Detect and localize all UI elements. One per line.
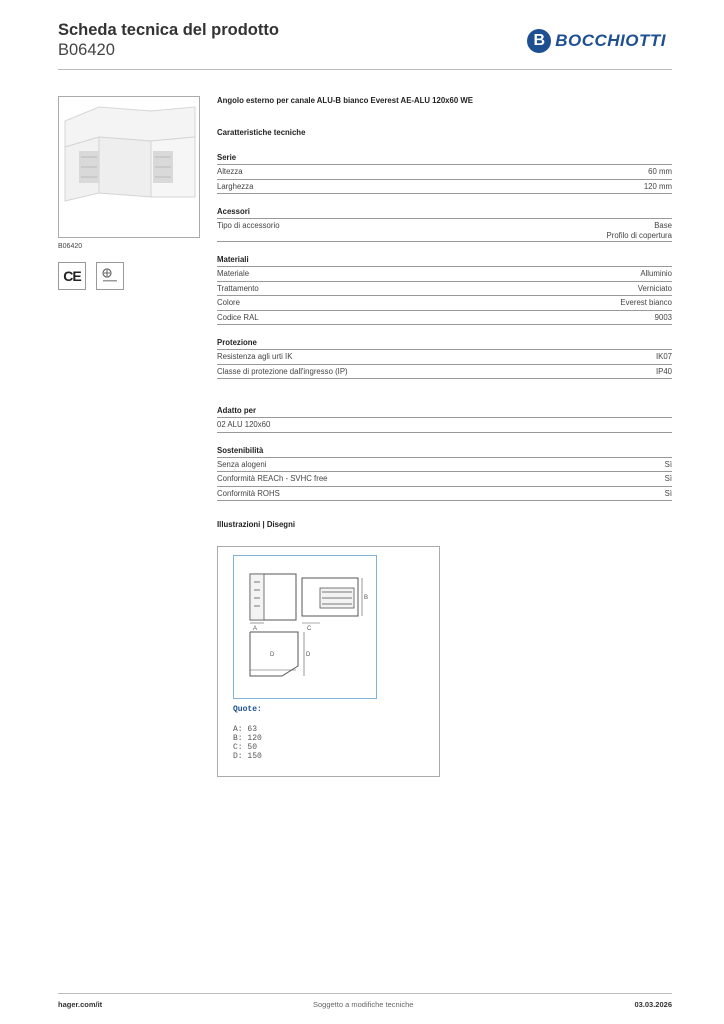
- spec-value-line: Profilo di copertura: [606, 231, 672, 240]
- spec-label: Materiale: [217, 269, 250, 278]
- quote-item: A: 63: [233, 725, 258, 734]
- product-code: B06420: [58, 41, 115, 59]
- spec-value: [607, 221, 672, 241]
- section-adatto-per: [217, 405, 672, 433]
- spec-content: [217, 96, 672, 532]
- spec-value: 9003: [654, 312, 672, 322]
- section-title: Materiali: [217, 254, 672, 267]
- spec-row: [217, 350, 672, 365]
- spec-label: Conformità REACh - SVHC free: [217, 474, 328, 483]
- spec-row: [217, 282, 672, 297]
- spec-label: Senza alogeni: [217, 459, 267, 469]
- spec-label: 02 ALU 120x60: [217, 420, 271, 429]
- specs-heading: Caratteristiche tecniche: [217, 128, 306, 137]
- footer-notice: Soggetto a modifiche tecniche: [313, 1000, 414, 1009]
- page-footer: [58, 993, 672, 1013]
- spec-row: [217, 311, 672, 326]
- spec-label: Altezza: [217, 167, 243, 176]
- brand-logo-text: BOCCHIOTTI: [555, 31, 666, 50]
- illustrations-heading: Illustrazioni | Disegni: [217, 520, 295, 529]
- spec-row: [217, 472, 672, 487]
- spec-row: [217, 180, 672, 195]
- section-title: Adatto per: [217, 405, 672, 418]
- spec-row: [217, 418, 672, 433]
- spec-label: Trattamento: [217, 283, 259, 293]
- product-image: [58, 96, 200, 238]
- spec-row: [217, 365, 672, 380]
- spec-row: [217, 267, 672, 282]
- drawing-frame: [233, 555, 377, 699]
- spec-value: Verniciato: [637, 283, 672, 293]
- section-title: Serie: [217, 152, 672, 165]
- quotes-heading: Quote:: [233, 705, 262, 714]
- section-protezione: [217, 337, 672, 379]
- product-image-caption: B06420: [58, 243, 83, 250]
- brand-logo: [527, 29, 666, 53]
- spec-value: Sì: [664, 488, 672, 498]
- spec-value: IP40: [655, 366, 672, 376]
- brand-logo-icon: B: [527, 29, 551, 53]
- quote-item: B: 120: [233, 734, 262, 743]
- section-accessori: [217, 206, 672, 242]
- spec-row: [217, 296, 672, 311]
- spec-value: Sì: [664, 474, 672, 483]
- spec-value: Alluminio: [640, 269, 672, 278]
- quality-certification-icon: [96, 262, 124, 290]
- spec-label: Resistenza agli urti IK: [217, 352, 293, 361]
- spec-row: [217, 165, 672, 180]
- section-serie: [217, 152, 672, 194]
- section-title: Acessori: [217, 206, 672, 219]
- spec-row: [217, 487, 672, 502]
- dimension-label-d-vertical: D: [306, 652, 311, 658]
- dimension-label-b: B: [364, 595, 369, 601]
- spec-row: [217, 458, 672, 473]
- spec-value: Everest bianco: [620, 298, 672, 307]
- quote-item: C: 50: [233, 743, 258, 752]
- dimension-label-c: C: [307, 626, 312, 632]
- spec-value: 60 mm: [648, 167, 672, 176]
- page-title: Scheda tecnica del prodotto: [58, 21, 279, 39]
- section-title: Protezione: [217, 337, 672, 350]
- page-header: [58, 20, 672, 70]
- ce-mark-icon: CE: [58, 262, 86, 290]
- section-title: Sostenibilità: [217, 445, 672, 458]
- spec-value: IK07: [655, 352, 672, 361]
- quote-item: D: 150: [233, 752, 262, 761]
- spec-label: Classe di protezione dall'ingresso (IP): [217, 366, 348, 376]
- section-sostenibilita: [217, 445, 672, 502]
- spec-value-line: Base: [654, 221, 672, 230]
- spec-label: Conformità ROHS: [217, 488, 280, 498]
- spec-value: Sì: [664, 459, 672, 469]
- dimension-label-d: D: [270, 652, 275, 658]
- dimension-label-a: A: [253, 626, 258, 632]
- spec-label: Colore: [217, 298, 240, 307]
- technical-drawing: [217, 546, 440, 777]
- spec-label: Codice RAL: [217, 312, 259, 322]
- spec-row: [217, 219, 672, 242]
- section-materiali: [217, 254, 672, 325]
- spec-label: Tipo di accessorio: [217, 221, 280, 230]
- footer-date: 03.03.2026: [634, 1000, 672, 1009]
- spec-label: Larghezza: [217, 181, 254, 191]
- product-name: Angolo esterno per canale ALU-B bianco Everest AE-ALU 120x60 WE: [217, 96, 473, 105]
- spec-value: 120 mm: [643, 181, 672, 191]
- footer-website: hager.com/it: [58, 1000, 103, 1009]
